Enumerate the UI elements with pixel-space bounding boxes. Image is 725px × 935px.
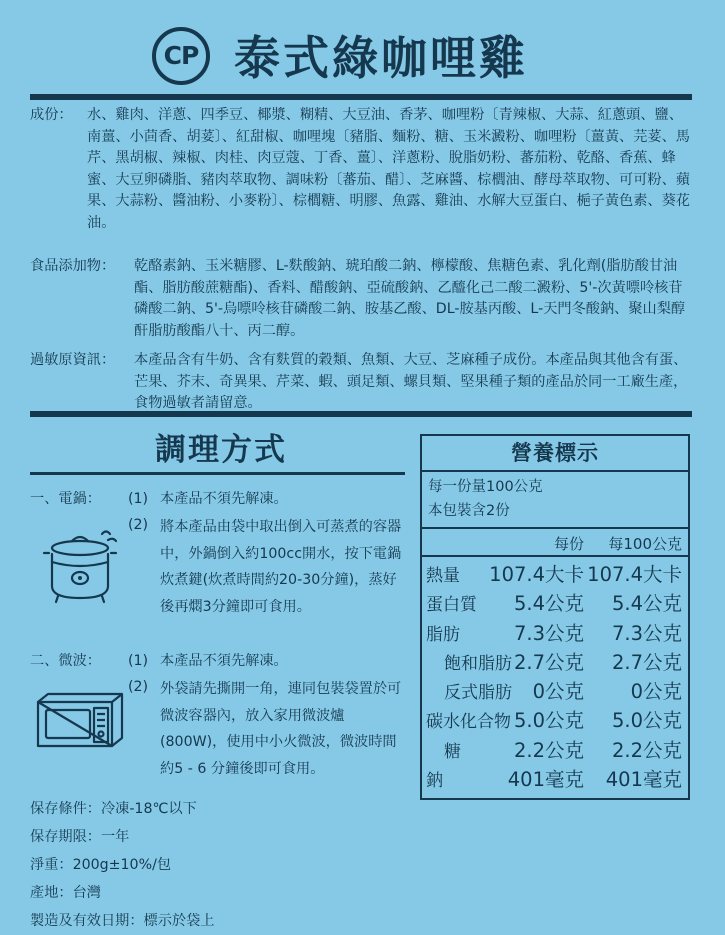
servings-per-package: 本包裝含2份 xyxy=(428,503,510,519)
cooking-title: 調理方式 xyxy=(155,432,287,468)
additives-label: 食品添加物： xyxy=(30,258,116,274)
additives-section xyxy=(30,256,695,342)
nutrient-per-100g: 5.4公克 xyxy=(611,592,682,616)
rice-cooker-label: 一、電鍋： xyxy=(30,491,101,507)
column-per-100g: 每100公克 xyxy=(608,535,682,553)
nutrient-name: 碳水化合物 xyxy=(426,712,511,733)
storage-condition: 保存條件：冷凍-18℃以下 xyxy=(30,801,197,817)
nutrient-per-100g: 401毫克 xyxy=(605,768,682,792)
microwave-step-2-num: (2) xyxy=(128,679,149,695)
manufacture-expiry-date: 製造及有效日期：標示於袋上 xyxy=(30,913,215,929)
nutrition-facts-table xyxy=(420,434,690,800)
nutrient-per-100g: 0公克 xyxy=(630,680,682,704)
nutrition-row xyxy=(422,557,688,586)
nutrient-per-serving: 5.0公克 xyxy=(513,709,584,733)
nutrient-per-100g: 5.0公克 xyxy=(611,709,682,733)
allergen-label: 過敏原資訊： xyxy=(30,352,116,368)
nutrient-per-serving: 0公克 xyxy=(532,680,584,704)
nutrition-title: 營養標示 xyxy=(422,436,688,472)
cooking-divider xyxy=(30,472,405,475)
shelf-life: 保存期限：一年 xyxy=(30,829,130,845)
nutrient-name: 糖 xyxy=(444,741,461,762)
nutrient-per-serving: 7.3公克 xyxy=(513,621,584,645)
additives-text: 乾酪素鈉、玉米糖膠、L-麩酸鈉、琥珀酸二鈉、檸檬酸、焦糖色素、乳化劑(脂肪酸甘油酯、脂肪酸蔗糖酯)、香料、醋酸鈉、亞硫酸鈉、乙醯化己二酸二澱粉、5'-次黃嘌呤核苷磷酸二鈉、5'-烏嘌呤核苷磷酸二鈉、胺基乙酸、DL-胺基丙酸、L-天門冬酸鈉、聚山梨醇酐脂肪酸酯八十、丙二醇。 xyxy=(134,258,686,339)
header xyxy=(0,14,725,94)
nutrient-per-serving: 5.4公克 xyxy=(513,592,584,616)
nutrient-name: 鈉 xyxy=(426,771,443,792)
ingredients-section xyxy=(30,105,695,235)
nutrition-row xyxy=(422,645,688,674)
nutrient-name: 熱量 xyxy=(426,566,460,586)
nutrition-row xyxy=(422,586,688,615)
origin: 產地：台灣 xyxy=(30,885,101,901)
microwave-step-1: 本產品不須先解凍。 xyxy=(160,653,288,669)
nutrient-per-serving: 2.2公克 xyxy=(513,738,584,762)
nutrient-name: 飽和脂肪 xyxy=(444,653,512,674)
cp-brand-logo: CP xyxy=(152,27,210,85)
serving-size: 每一份量100公克 xyxy=(428,479,543,495)
nutrition-row xyxy=(422,703,688,732)
nutrient-per-100g: 7.3公克 xyxy=(611,621,682,645)
nutrient-per-100g: 2.2公克 xyxy=(611,738,682,762)
nutrient-per-100g: 107.4大卡 xyxy=(587,563,682,586)
allergen-section xyxy=(30,350,695,415)
nutrient-name: 蛋白質 xyxy=(426,595,477,616)
rice-cooker-step-1-num: (1) xyxy=(128,491,149,507)
rice-cooker-icon xyxy=(40,526,132,606)
nutrient-per-serving: 2.7公克 xyxy=(513,650,584,674)
nutrient-per-serving: 401毫克 xyxy=(507,768,584,792)
nutrient-name: 反式脂肪 xyxy=(444,683,512,704)
nutrition-header-row xyxy=(422,529,688,555)
nutrition-row xyxy=(422,733,688,762)
ingredients-label: 成份： xyxy=(30,107,73,123)
microwave-icon xyxy=(34,690,126,756)
net-weight: 淨重：200g±10%/包 xyxy=(30,857,172,873)
nutrition-row xyxy=(422,674,688,703)
header-divider xyxy=(30,94,692,100)
nutrition-row xyxy=(422,762,688,791)
nutrient-name: 脂肪 xyxy=(426,624,460,645)
nutrient-per-serving: 107.4大卡 xyxy=(489,563,584,586)
microwave-label: 二、微波： xyxy=(30,653,101,669)
product-title: 泰式綠咖哩雞 xyxy=(234,31,528,85)
nutrition-rows xyxy=(422,557,688,791)
column-per-serving: 每份 xyxy=(553,535,584,553)
microwave-step-2: 外袋請先撕開一角，連同包裝袋置於可微波容器內，放入家用微波爐(800W)，使用中小火微波，微波時間約5 - 6 分鐘後即可食用。 xyxy=(160,681,402,777)
rice-cooker-step-2-num: (2) xyxy=(128,517,149,533)
allergen-text: 本產品含有牛奶、含有麩質的穀類、魚類、大豆、芝麻種子成份。本產品與其他含有蛋、芒果、芥末、奇異果、芹菜、蝦、頭足類、螺貝類、堅果種子類的產品於同一工廠生產，食物過敏者請留意。 xyxy=(134,352,688,412)
nutrition-row xyxy=(422,616,688,645)
nutrient-per-100g: 2.7公克 xyxy=(611,650,682,674)
ingredients-text: 水、雞肉、洋蔥、四季豆、椰漿、糊精、大豆油、香茅、咖哩粉〔青辣椒、大蒜、紅蔥頭、鹽、南薑、小茴香、胡荽〕、紅甜椒、咖哩塊〔豬脂、麵粉、糖、玉米澱粉、咖哩粉〔薑黃、芫荽、馬芹、黑胡椒、辣椒、肉桂、肉豆蔻、丁香、薑〕、洋蔥粉、脫脂奶粉、蕃茄粉、乾酪、香蕉、蜂蜜、大豆卵磷脂、豬肉萃取物、調味粉〔蕃茄、醋〕、芝麻醬、棕櫚油、酵母萃取物、可可粉、蘋果、大蒜粉、醬油粉、小麥粉〕、棕櫚糖、明膠、魚露、雞油、水解大豆蛋白、梔子黃色素、葵花油。 xyxy=(87,107,690,231)
microwave-step-1-num: (1) xyxy=(128,653,149,669)
section-divider xyxy=(30,411,692,417)
rice-cooker-step-2: 將本產品由袋中取出倒入可蒸煮的容器中，外鍋倒入約100cc開水，按下電鍋炊煮鍵(炊煮時間約20-30分鐘)，蒸好後再燜3分鐘即可食用。 xyxy=(160,519,402,615)
rice-cooker-step-1: 本產品不須先解凍。 xyxy=(160,491,288,507)
